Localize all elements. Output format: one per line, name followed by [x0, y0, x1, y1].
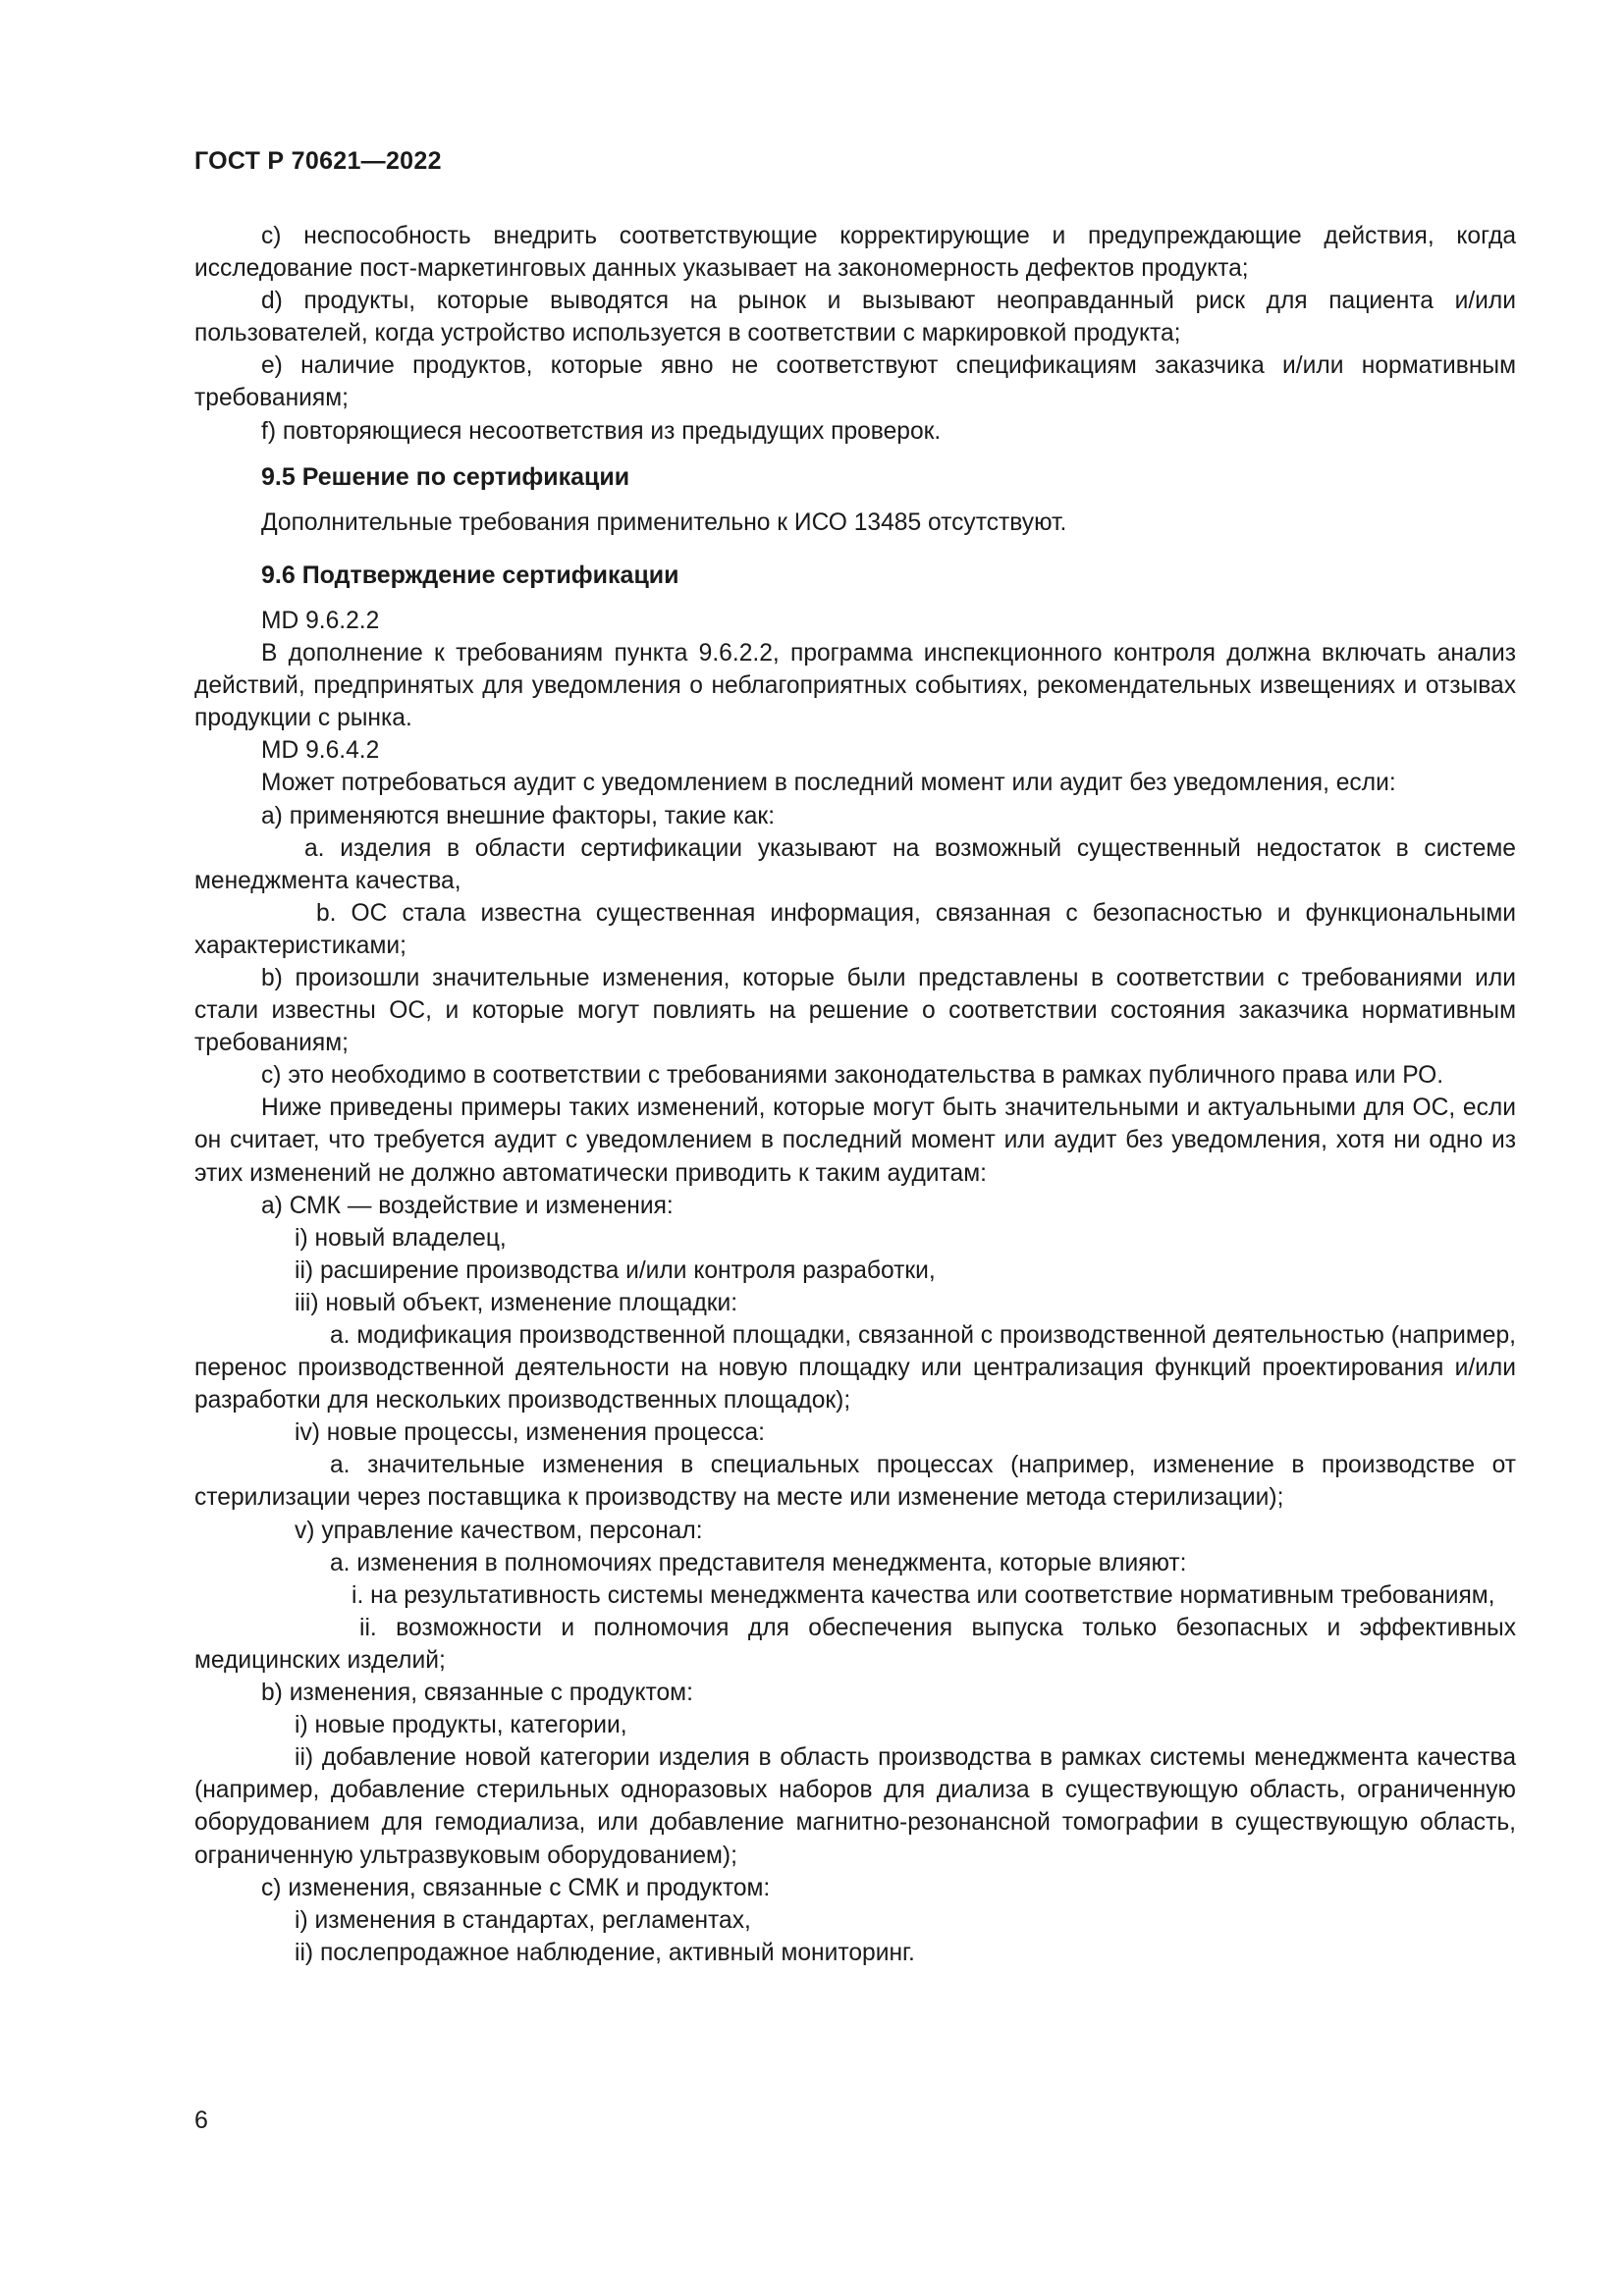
- sub-sub-list-item: a. изменения в полномочиях представителя менеджмента, которые влияют:: [330, 1549, 1187, 1576]
- clause-reference: MD 9.6.2.2: [261, 607, 380, 634]
- sub-list-item: i) новый владелец,: [295, 1224, 507, 1252]
- paragraph: В дополнение к требованиям пункта 9.6.2.2, программа инспекционного контроля должна включать анализ действий, предпринятых для уведомления о неблагоприятных событиях, рекомендательных извещениях и отзывах продукции с рынка.: [194, 640, 1516, 732]
- list-item: а) СМК — воздействие и изменения:: [261, 1192, 674, 1219]
- sub-list-item: b. ОС стала известна существенная информация, связанная с безопасностью и функциональными характеристиками;: [194, 899, 1516, 959]
- sub-sub-list-item: a. модификация производственной площадки, связанной с производственной деятельностью (например, перенос производственной деятельности на новую площадку или централизация функций проектирования и/или разработки для нескольких производственных площадок);: [194, 1322, 1516, 1415]
- list-item: с) это необходимо в соответствии с требованиями законодательства в рамках публичного права или РО.: [261, 1062, 1444, 1090]
- sub-list-item: ii) расширение производства и/или контроля разработки,: [295, 1256, 936, 1284]
- clause-reference: MD 9.6.4.2: [261, 737, 380, 765]
- page-number: 6: [194, 2107, 208, 2134]
- list-item: d) продукты, которые выводятся на рынок и вызывают неоправданный риск для пациента и/или пользователей, когда устройство используется в соответствии с маркировкой продукта;: [194, 288, 1516, 347]
- sub-list-item: v) управление качеством, персонал:: [295, 1517, 703, 1544]
- paragraph: Может потребоваться аудит с уведомлением в последний момент или аудит без уведомления, если:: [261, 770, 1396, 797]
- section-heading-9-6: 9.6 Подтверждение сертификации: [261, 561, 679, 589]
- sub-sub-list-item: a. значительные изменения в специальных процессах (например, изменение в производстве от стерилизации через поставщика к производству на месте или изменение метода стерилизации);: [194, 1452, 1516, 1512]
- document-code-header: ГОСТ Р 70621—2022: [194, 147, 442, 175]
- sub-list-item: ii) послепродажное наблюдение, активный мониторинг.: [295, 1939, 915, 1966]
- section-heading-9-5: 9.5 Решение по сертификации: [261, 462, 630, 491]
- paragraph: Дополнительные требования применительно к ИСО 13485 отсутствуют.: [261, 508, 1067, 536]
- sub-sub-sub-list-item: ii. возможности и полномочия для обеспечения выпуска только безопасных и эффективных медицинских изделий;: [194, 1614, 1516, 1674]
- sub-list-item: a. изделия в области сертификации указывают на возможный существенный недостаток в системе менеджмента качества,: [194, 834, 1516, 894]
- paragraph: Ниже приведены примеры таких изменений, которые могут быть значительными и актуальными для ОС, если он считает, что требуется аудит с уведомлением в последний момент или аудит без уведомления, хотя ни одно из этих изменений не должно автоматически приводить к таким аудитам:: [194, 1095, 1516, 1187]
- document-body: [194, 220, 1516, 1969]
- sub-sub-sub-list-item: i. на результативность системы менеджмента качества или соответствие нормативным требованиям,: [352, 1581, 1495, 1609]
- list-item: b) изменения, связанные с продуктом:: [261, 1680, 693, 1707]
- sub-list-item: i) новые продукты, категории,: [295, 1712, 627, 1739]
- sub-list-item: ii) добавление новой категории изделия в область производства в рамках системы менеджмента качества (например, добавление стерильных одноразовых наборов для диализа в существующую область, ограниченную оборудованием для гемодиализа, или добавление магнитно-резонансной томографии в существующую область, ограниченную ультразвуковым оборудованием);: [194, 1744, 1516, 1869]
- list-item: с) изменения, связанные с СМК и продуктом:: [261, 1874, 771, 1901]
- sub-list-item: i) изменения в стандартах, регламентах,: [295, 1906, 751, 1934]
- list-item: с) неспособность внедрить соответствующие корректирующие и предупреждающие действия, когда исследование пост-маркетинговых данных указывает на закономерность дефектов продукта;: [194, 223, 1516, 283]
- list-item: а) применяются внешние факторы, такие как:: [261, 802, 776, 829]
- list-item: f) повторяющиеся несоответствия из предыдущих проверок.: [261, 417, 942, 445]
- list-item: е) наличие продуктов, которые явно не соответствуют спецификациям заказчика и/или нормативным требованиям;: [194, 352, 1516, 412]
- sub-list-item: iv) новые процессы, изменения процесса:: [295, 1419, 765, 1447]
- sub-list-item: iii) новый объект, изменение площадки:: [295, 1289, 738, 1316]
- list-item: b) произошли значительные изменения, которые были представлены в соответствии с требованиями или стали известны ОС, и которые могут повлиять на решение о соответствии состояния заказчика нормативным требованиям;: [194, 964, 1516, 1057]
